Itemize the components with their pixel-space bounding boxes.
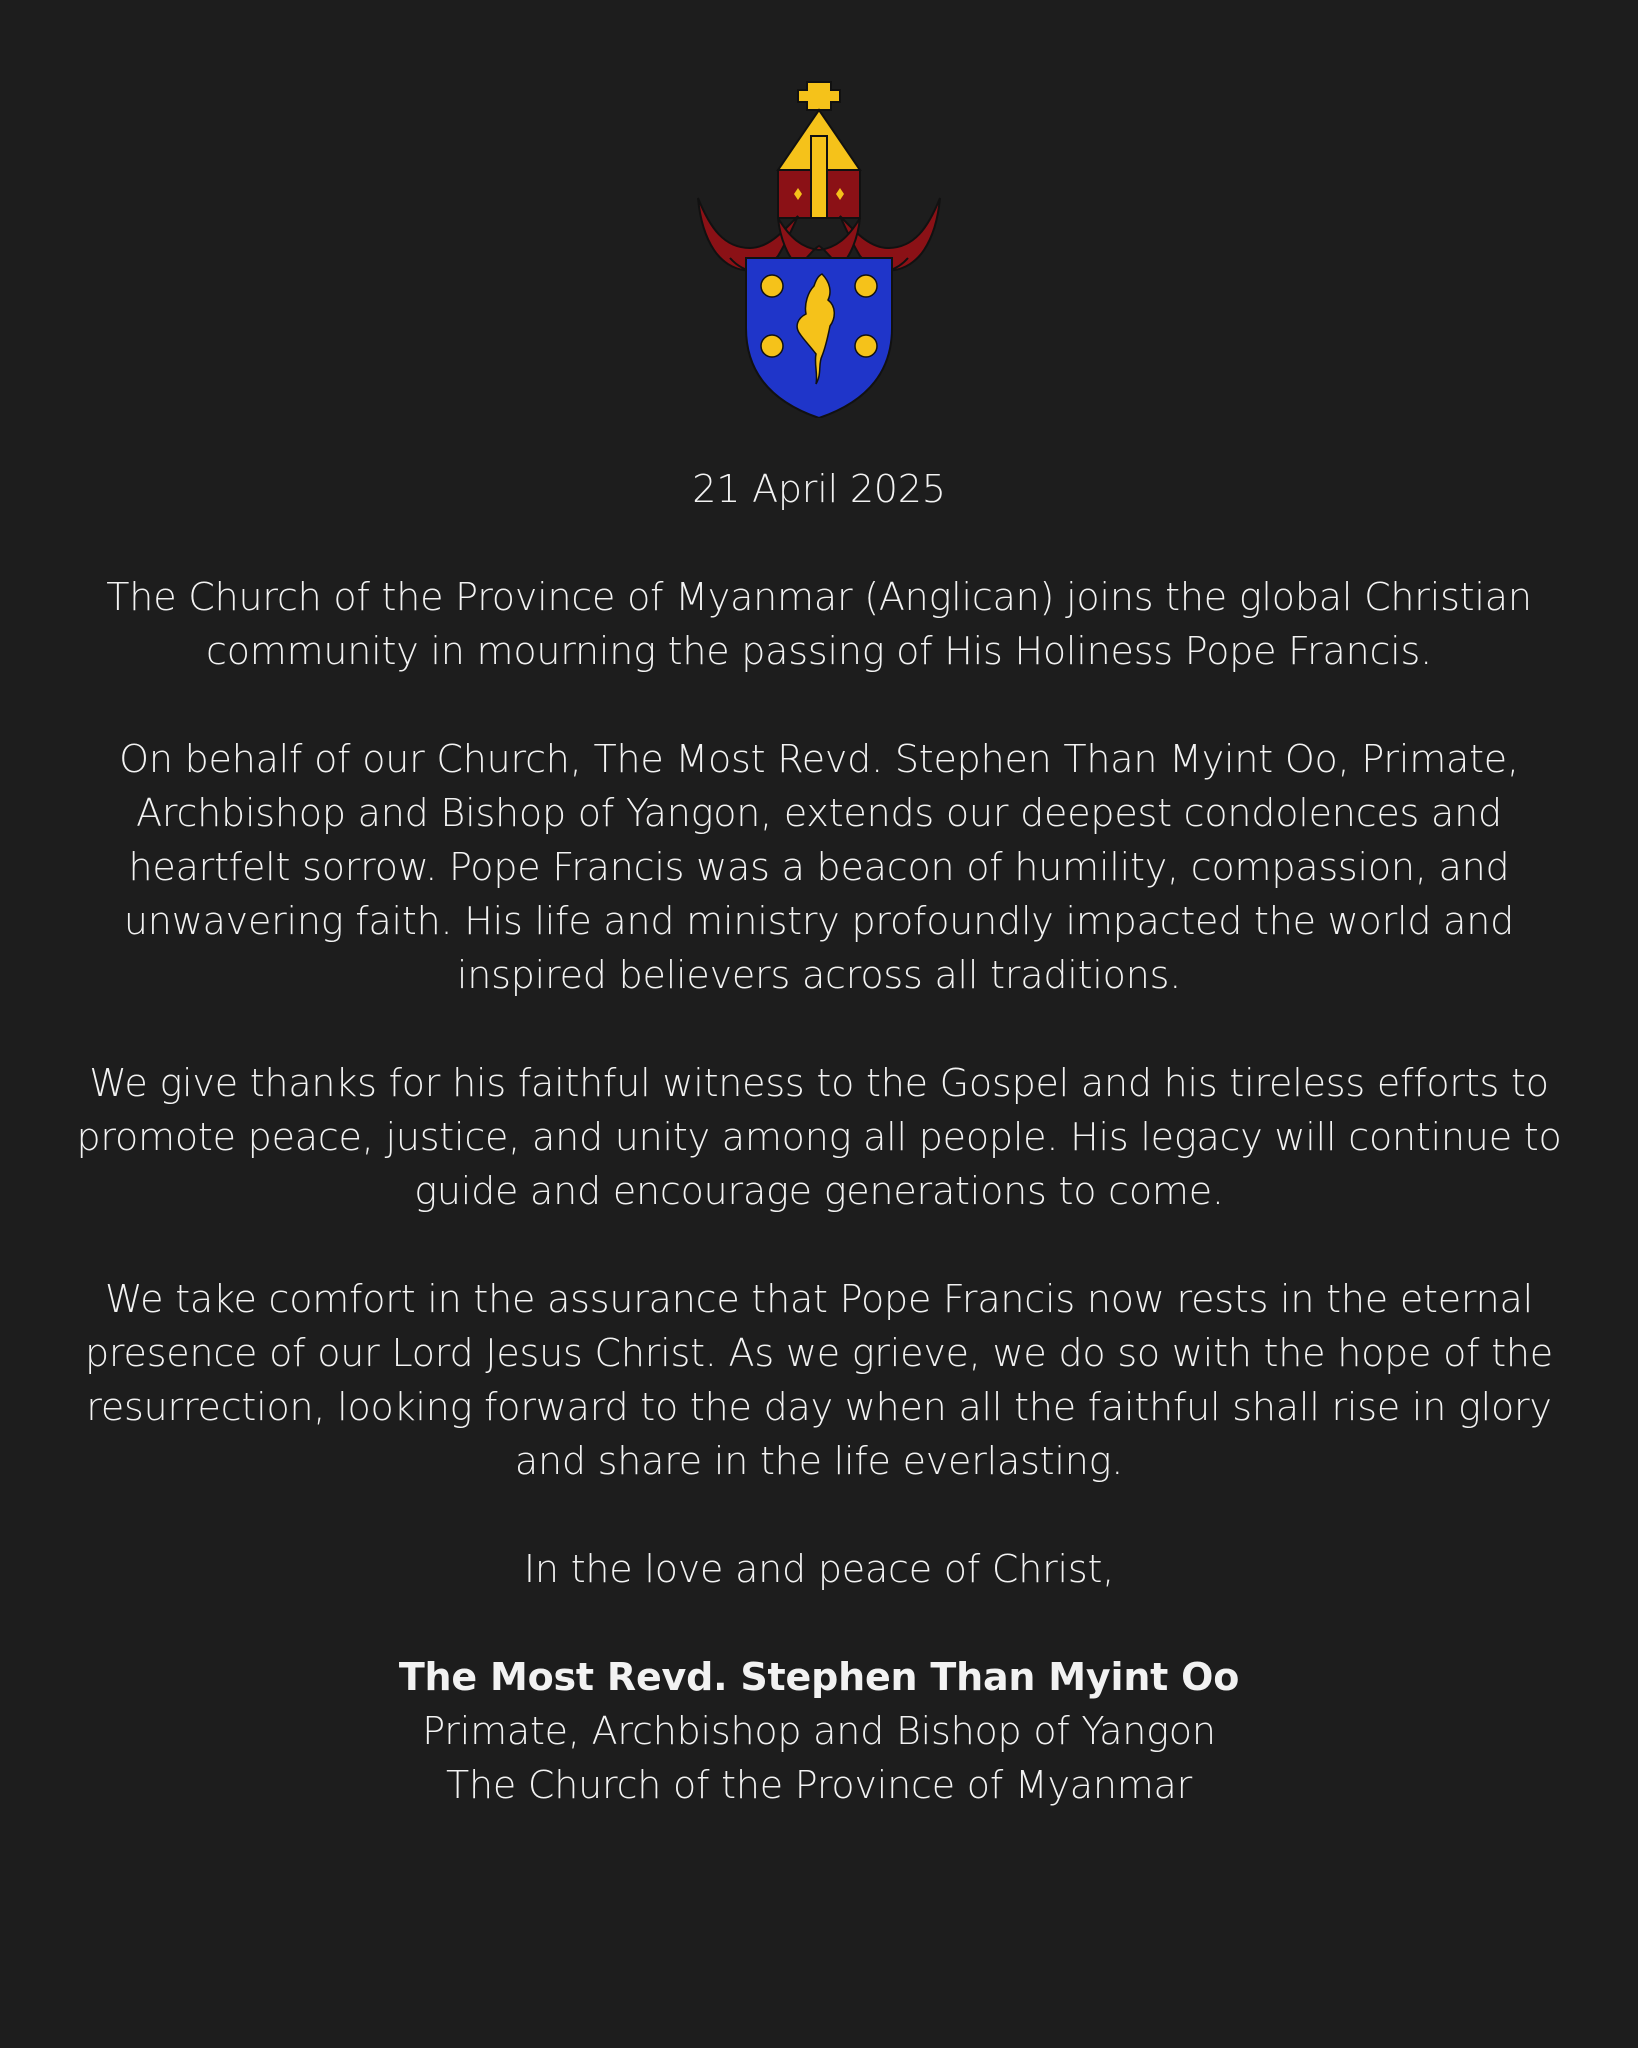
paragraph-comfort: We take comfort in the assurance that Pope Francis now rests in the eternal presence of our Lord Jesus Christ. As we grieve, we do so with the hope of the resurrection, looking forward to the day when all the faithful shall rise in glory and share in the life everlasting.	[85, 1277, 1553, 1483]
signatory-title: Primate, Archbishop and Bishop of Yangon	[422, 1709, 1216, 1753]
cross-icon	[798, 82, 840, 110]
coat-of-arms-icon	[690, 78, 948, 418]
closing-line: In the love and peace of Christ,	[523, 1547, 1115, 1591]
paragraph-announcement: The Church of the Province of Myanmar (Anglican) joins the global Christian community in mourning the passing of His Holiness Pope Francis.	[106, 575, 1532, 673]
statement-body	[60, 462, 1578, 1812]
paragraph-thanks: We give thanks for his faithful witness to the Gospel and his tireless efforts to promote peace, justice, and unity among all people. His legacy will continue to guide and encourage generations to come.	[76, 1061, 1562, 1213]
signatory-organization: The Church of the Province of Myanmar	[445, 1763, 1193, 1807]
statement-date: 21 April 2025	[692, 467, 946, 511]
shield-icon	[746, 258, 892, 418]
mitre-icon	[778, 110, 860, 218]
paragraph-condolences: On behalf of our Church, The Most Revd. Stephen Than Myint Oo, Primate, Archbishop and Bishop of Yangon, extends our deepest condolences and heartfelt sorrow. Pope Francis was a beacon of humility, compassion, and unwavering faith. His life and ministry profoundly impacted the world and inspired believers across all traditions.	[119, 737, 1519, 997]
signatory-name: The Most Revd. Stephen Than Myint Oo	[398, 1655, 1240, 1699]
